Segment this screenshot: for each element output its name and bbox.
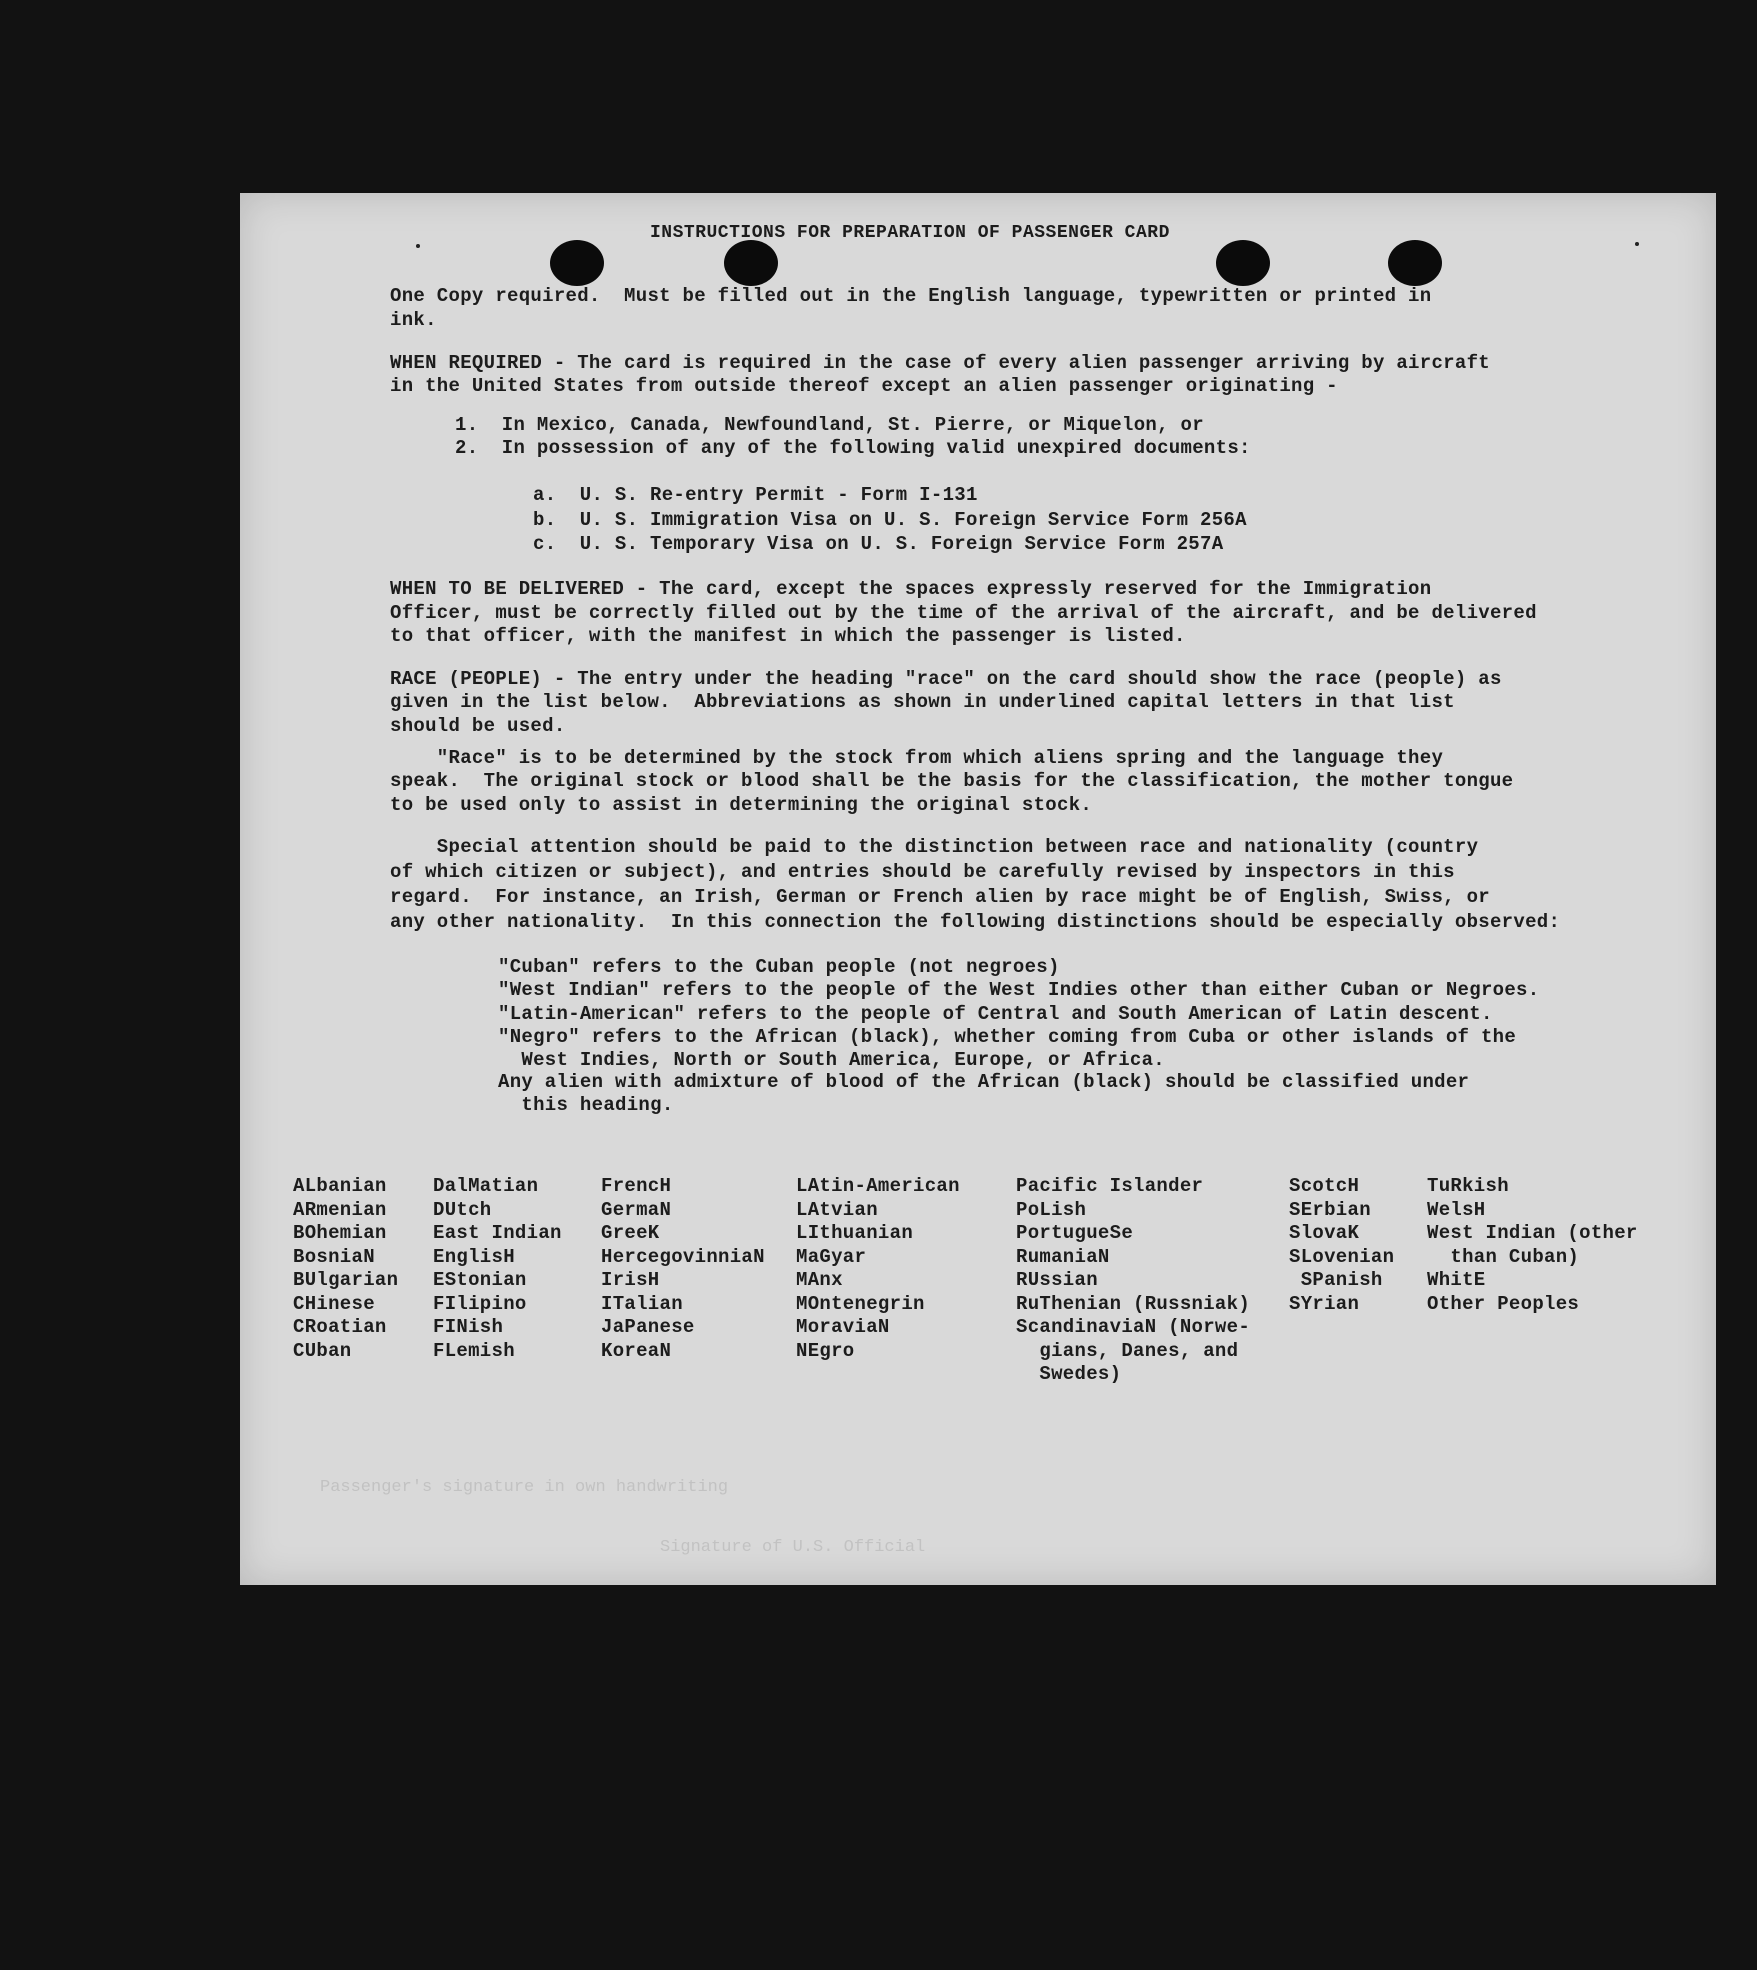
race-item: BUlgarian [293, 1269, 399, 1291]
race-item: WelsH [1427, 1198, 1486, 1221]
race-line: to be used only to assist in determining the original stock. [390, 794, 1093, 816]
punch-hole [1388, 240, 1442, 286]
race-item: ALbanian [293, 1175, 387, 1197]
race-column [293, 1175, 398, 1363]
race-item: RuThenian (Russniak) [1016, 1292, 1251, 1315]
race-item: CUban [293, 1339, 352, 1362]
race-item: DUtch [433, 1198, 492, 1221]
race-line: speak. The original stock or blood shall be the basis for the classification, the mother tongue [390, 770, 1514, 792]
race-item: SYrian [1289, 1292, 1360, 1315]
race-line: Special attention should be paid to the distinction between race and nationality (country [390, 836, 1479, 858]
when-required-line: in the United States from outside thereof except an alien passenger originating - [390, 375, 1338, 397]
intro-line: ink. [390, 309, 437, 331]
specks [416, 244, 420, 248]
race-item: MoraviaN [796, 1316, 890, 1338]
distinction-line: "Negro" refers to the African (black), whether coming from Cuba or other islands of the [498, 1026, 1517, 1048]
distinction-line: "Cuban" refers to the Cuban people (not negroes) [498, 956, 1060, 978]
race-item: MAnx [796, 1269, 843, 1291]
distinction-line: Any alien with admixture of blood of the African (black) should be classified under [498, 1071, 1470, 1093]
race-line: "Race" is to be determined by the stock from which aliens spring and the language they [390, 747, 1444, 769]
race-item: FLemish [433, 1339, 515, 1362]
when-required-line: WHEN REQUIRED - The card is required in the case of every alien passenger arriving by aircraft [390, 352, 1490, 374]
punch-hole [724, 240, 778, 286]
race-item: FrencH [601, 1175, 672, 1197]
race-item: PoLish [1016, 1198, 1087, 1221]
when-delivered-line: to that officer, with the manifest in which the passenger is listed. [390, 625, 1186, 647]
race-column [433, 1175, 562, 1363]
race-column [796, 1175, 960, 1363]
race-item: Swedes) [1016, 1363, 1122, 1385]
race-item: HercegovinniaN [601, 1245, 765, 1268]
race-item: SErbian [1289, 1198, 1371, 1221]
race-item: PortugueSe [1016, 1222, 1134, 1244]
when-delivered-line: WHEN TO BE DELIVERED - The card, except the spaces expressly reserved for the Immigration [390, 578, 1432, 600]
race-line: given in the list below. Abbreviations as shown in underlined capital letters in that list [390, 691, 1455, 713]
race-item: ARmenian [293, 1198, 387, 1221]
race-item: SLovenian [1289, 1245, 1395, 1268]
when-required-item: 1. In Mexico, Canada, Newfoundland, St. Pierre, or Miquelon, or [455, 414, 1204, 436]
punch-hole [1216, 240, 1270, 286]
race-item: SlovaK [1289, 1222, 1360, 1244]
distinction-line: this heading. [498, 1094, 674, 1116]
race-item: EnglisH [433, 1245, 515, 1268]
document-item: a. U. S. Re-entry Permit - Form I-131 [533, 484, 978, 506]
race-item: Other Peoples [1427, 1292, 1580, 1315]
document-title: INSTRUCTIONS FOR PREPARATION OF PASSENGER CARD [650, 223, 1170, 243]
race-item: SPanish [1289, 1269, 1383, 1291]
race-item: JaPanese [601, 1316, 695, 1338]
race-item: LAtin-American [796, 1175, 960, 1197]
race-item: KoreaN [601, 1339, 672, 1362]
race-item: GreeK [601, 1222, 660, 1244]
race-line: should be used. [390, 715, 566, 737]
race-item: CRoatian [293, 1316, 387, 1338]
race-item: CHinese [293, 1292, 375, 1315]
bleed-through-text: Signature of U.S. Official [660, 1538, 926, 1557]
race-column [1016, 1175, 1250, 1387]
document-item: b. U. S. Immigration Visa on U. S. Foreign Service Form 256A [533, 509, 1247, 531]
bleed-through-text: Passenger's signature in own handwriting [320, 1478, 729, 1497]
race-item: DalMatian [433, 1175, 539, 1197]
distinction-line: West Indies, North or South America, Europe, or Africa. [498, 1049, 1166, 1071]
race-line: regard. For instance, an Irish, German or French alien by race might be of English, Swiss, or [390, 886, 1490, 908]
race-item: NEgro [796, 1339, 855, 1362]
when-delivered-line: Officer, must be correctly filled out by the time of the arrival of the aircraft, and be delivered [390, 602, 1537, 624]
race-item: East Indian [433, 1222, 562, 1244]
document-page [240, 193, 1716, 1585]
race-item: ITalian [601, 1292, 683, 1315]
race-item: West Indian (other [1427, 1222, 1638, 1244]
race-item: TuRkish [1427, 1175, 1509, 1197]
distinction-line: "Latin-American" refers to the people of Central and South American of Latin descent. [498, 1003, 1493, 1025]
race-item: GermaN [601, 1198, 672, 1221]
race-item: LAtvian [796, 1198, 878, 1221]
intro-line: One Copy required. Must be filled out in the English language, typewritten or printed in [390, 285, 1432, 307]
race-item: FINish [433, 1316, 504, 1338]
when-required-item: 2. In possession of any of the following valid unexpired documents: [455, 437, 1251, 459]
race-item: RUssian [1016, 1269, 1098, 1291]
race-line: any other nationality. In this connection the following distinctions should be especially observed: [390, 911, 1561, 933]
race-item: MOntenegrin [796, 1292, 925, 1315]
punch-hole [550, 240, 604, 286]
race-item: BOhemian [293, 1222, 387, 1244]
specks [1635, 242, 1639, 246]
race-item: Pacific Islander [1016, 1175, 1204, 1197]
race-item: MaGyar [796, 1245, 867, 1268]
race-column [1289, 1175, 1394, 1316]
race-item: RumaniaN [1016, 1245, 1110, 1268]
race-item: IrisH [601, 1269, 660, 1291]
distinction-line: "West Indian" refers to the people of the West Indies other than either Cuban or Negroes. [498, 979, 1540, 1001]
race-item: than Cuban) [1427, 1245, 1580, 1268]
race-line: of which citizen or subject), and entries should be carefully revised by inspectors in this [390, 861, 1455, 883]
race-item: WhitE [1427, 1269, 1486, 1291]
race-item: ScotcH [1289, 1175, 1360, 1197]
race-item: LIthuanian [796, 1222, 914, 1244]
race-line: RACE (PEOPLE) - The entry under the heading "race" on the card should show the race (people) as [390, 668, 1502, 690]
race-item: gians, Danes, and [1016, 1339, 1239, 1362]
race-item: EStonian [433, 1269, 527, 1291]
race-item: ScandinaviaN (Norwe- [1016, 1316, 1251, 1338]
race-column [1427, 1175, 1638, 1316]
race-item: BosniaN [293, 1245, 375, 1268]
race-item: FIlipino [433, 1292, 527, 1315]
race-column [601, 1175, 765, 1363]
document-item: c. U. S. Temporary Visa on U. S. Foreign Service Form 257A [533, 533, 1224, 555]
